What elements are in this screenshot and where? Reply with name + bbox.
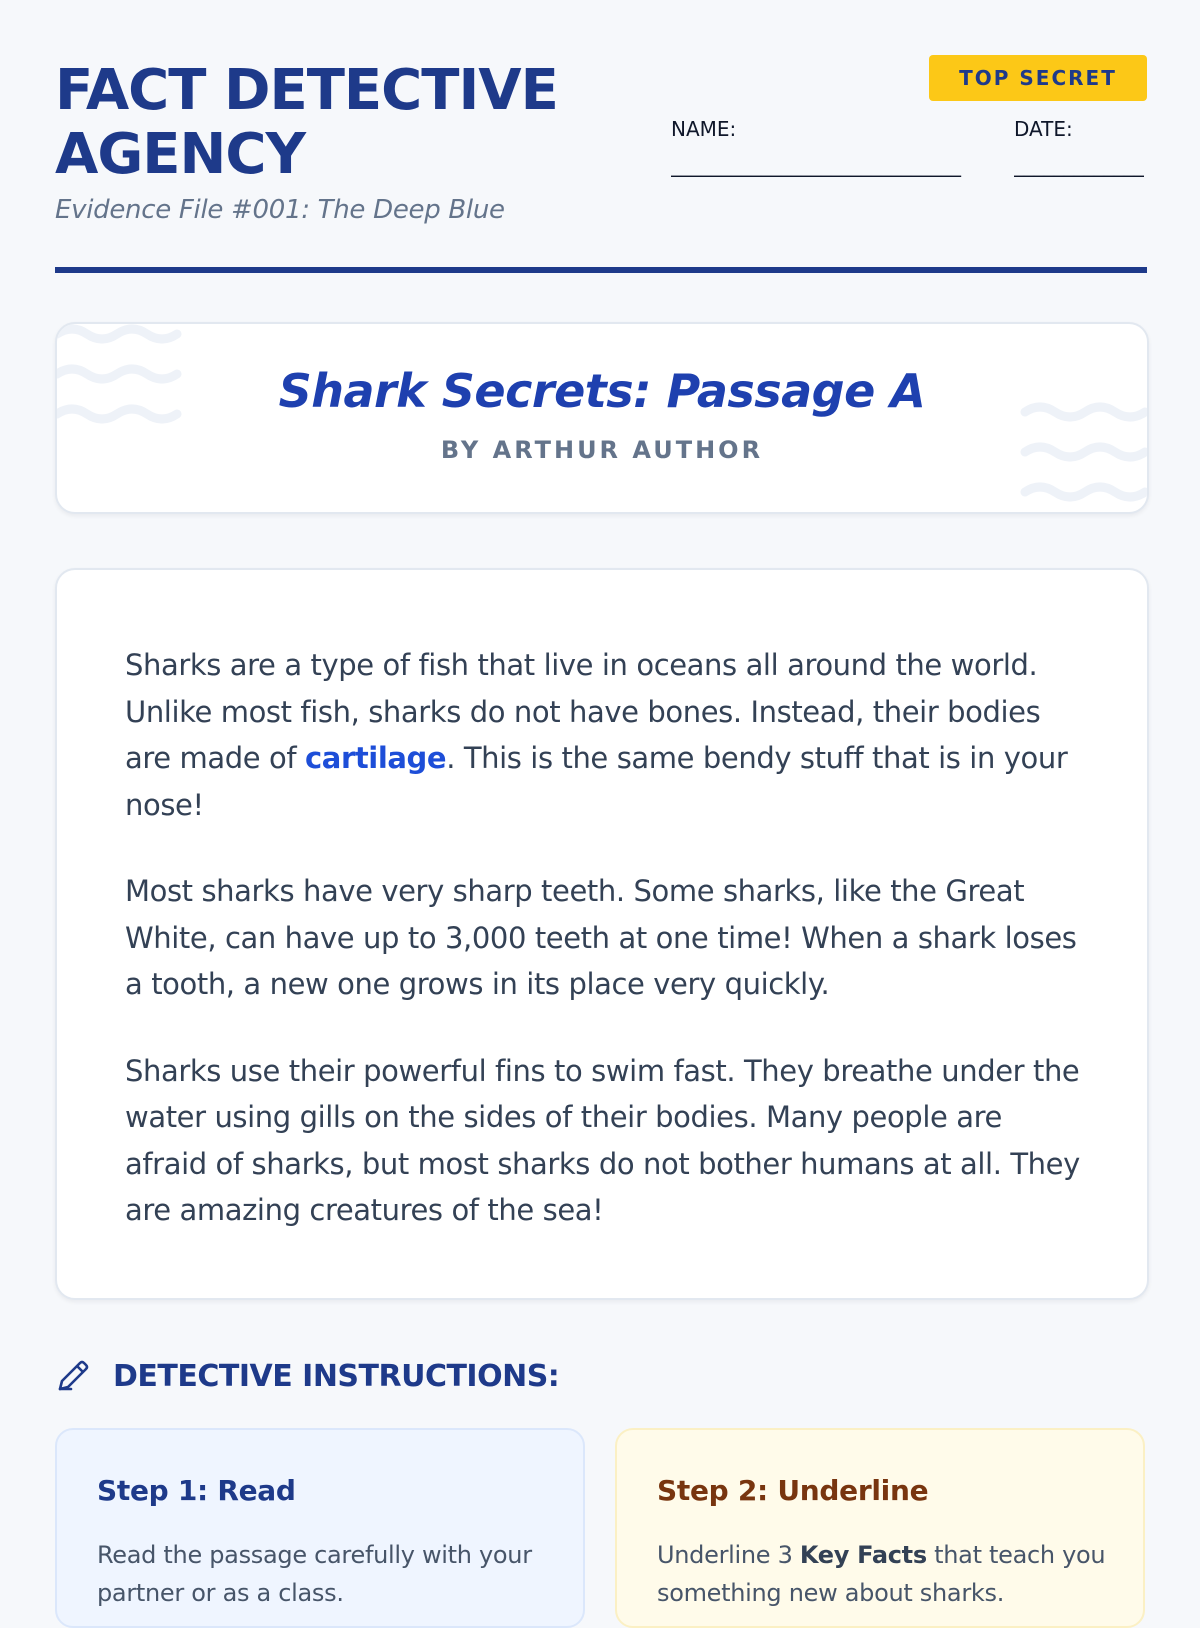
top-secret-badge: TOP SECRET (929, 55, 1147, 101)
step-2-title: Step 2: Underline (657, 1474, 929, 1507)
passage-title-card (55, 322, 1149, 514)
worksheet-page (55, 0, 1147, 1607)
step-card-read (55, 1428, 585, 1628)
step-1-text: Read the passage carefully with your partner or as a class. (97, 1541, 532, 1607)
passage-body (125, 642, 1085, 1274)
passage-title: Shark Secrets: Passage A (278, 364, 926, 418)
passage-byline: BY ARTHUR AUTHOR (440, 436, 764, 464)
paragraph-1-text-b: . This is the same bendy stuff that is in your nose! (125, 741, 1068, 822)
step-2-text-b: that teach you something new about sharks. (657, 1541, 1106, 1607)
step-2-key-facts: Key Facts (799, 1541, 927, 1569)
vocab-word-cartilage: cartilage (304, 741, 447, 775)
paragraph-1-text-a: Sharks are a type of fish that live in oceans all around the world. Unlike most fish, sharks do not have bones. Instead, their bodies are made of (125, 648, 1041, 775)
instructions-heading-text: DETECTIVE INSTRUCTIONS: (113, 1358, 560, 1394)
evidence-subtitle: Evidence File #001: The Deep Blue (55, 195, 505, 225)
instructions-heading (55, 1352, 559, 1400)
passage-paragraph-1 (125, 642, 1085, 828)
name-field[interactable]: _____________________________ (671, 153, 961, 177)
agency-title-line-2: AGENCY (55, 122, 306, 187)
passage-paragraph-2: Most sharks have very sharp teeth. Some sharks, like the Great White, can have up to 3,000 teeth at one time! When a shark loses a tooth, a new one grows in its place very quickly. (125, 874, 1077, 1001)
name-label: NAME: (671, 117, 737, 141)
step-2-text (657, 1536, 1117, 1612)
step-2-text-a: Underline 3 (657, 1541, 800, 1569)
pencil-icon (55, 1358, 91, 1394)
agency-header (55, 55, 1147, 273)
date-field[interactable]: _____________ (1014, 153, 1144, 177)
passage-paragraph-3: Sharks use their powerful fins to swim fast. They breathe under the water using gills on the sides of their bodies. Many people are afraid of sharks, but most sharks do not bother humans at all. They are amazing creatures of the sea! (125, 1053, 1080, 1227)
agency-title-line-1: FACT DETECTIVE (55, 58, 558, 123)
step-card-underline (615, 1428, 1145, 1628)
agency-title (55, 59, 655, 187)
step-1-title: Step 1: Read (97, 1474, 296, 1507)
passage-card (55, 568, 1149, 1300)
date-label: DATE: (1014, 117, 1073, 141)
